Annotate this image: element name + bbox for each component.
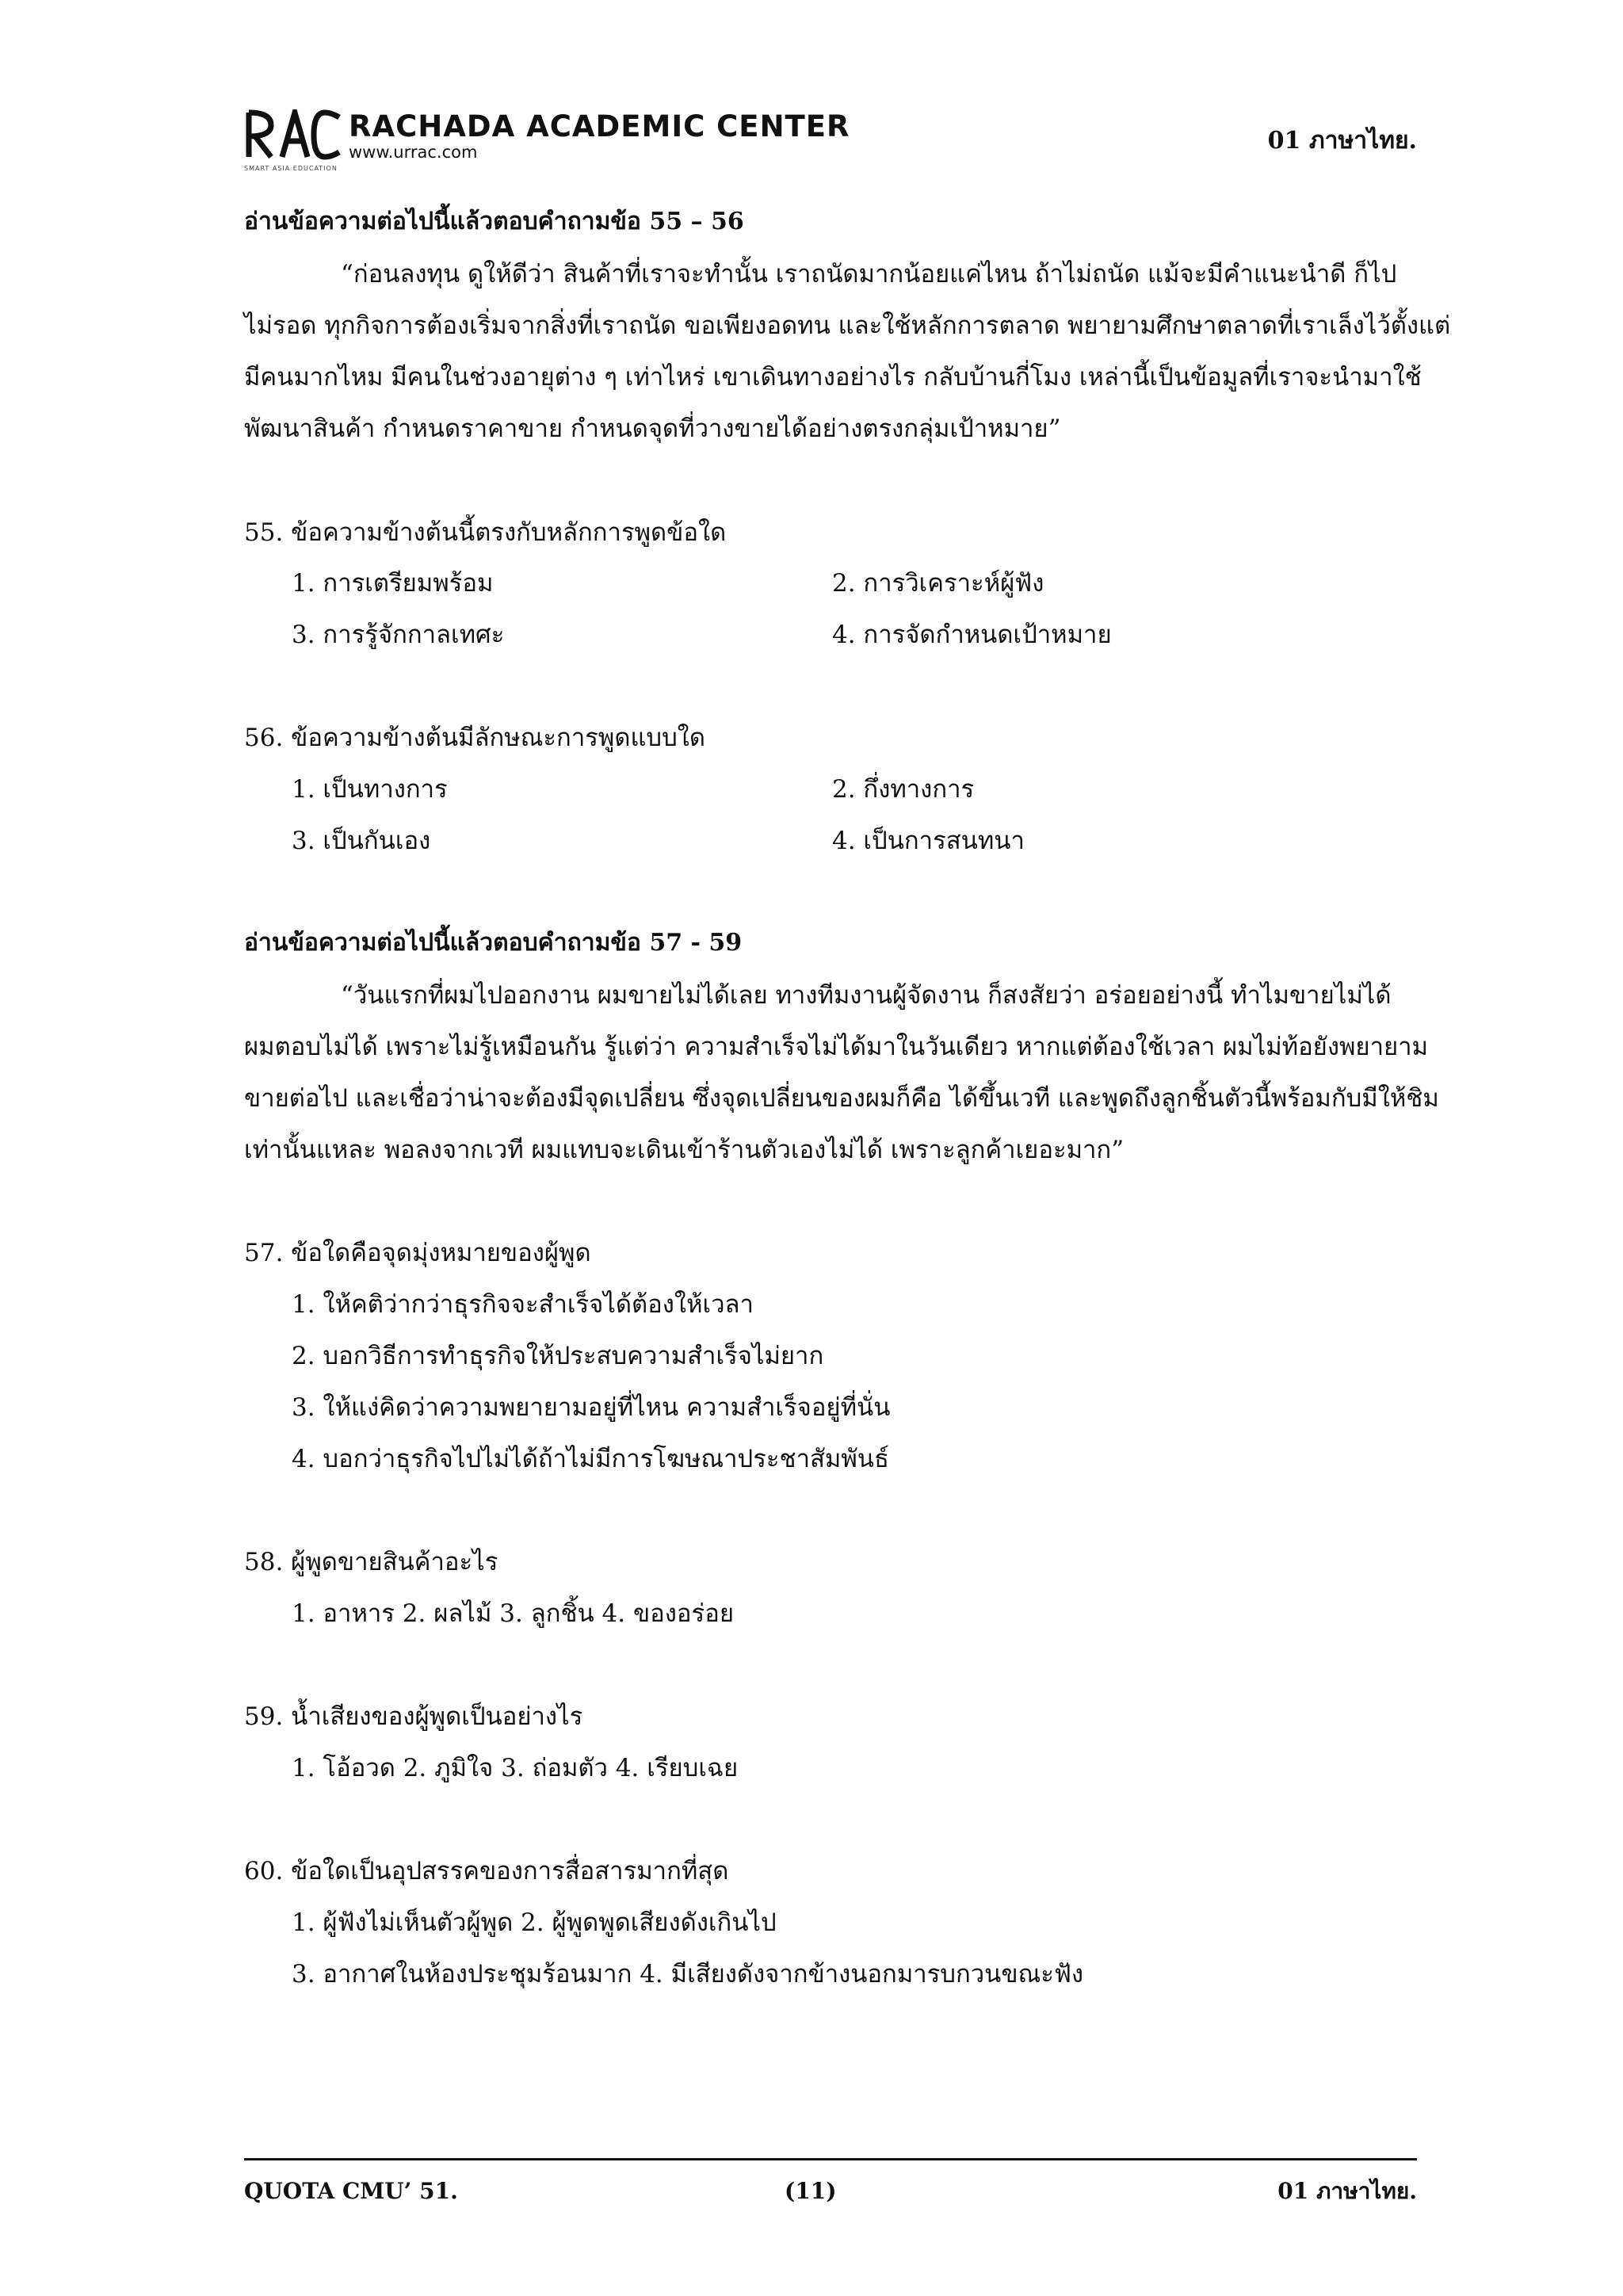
footer-subject: 01 ภาษาไทย.: [1277, 2178, 1417, 2204]
brand-tagline: SMART ASIA EDUCATION: [244, 165, 338, 172]
passage-2-line: เท่านั้นแหละ พอลงจากเวที ผมแทบจะเดินเข้าร้านตัวเองไม่ได้ เพราะลูกค้าเยอะมาก”: [244, 1136, 1125, 1164]
footer-divider: [244, 2158, 1417, 2160]
passage-2-heading: อ่านข้อความต่อไปนี้แล้วตอบคำถามข้อ 57 - 59: [244, 929, 743, 957]
question-60-options-line-2: 3. อากาศในห้องประชุมร้อนมาก 4. มีเสียงดังจากข้างนอกมารบกวนขณะฟัง: [292, 1960, 1084, 1988]
question-56-option-3: 3. เป็นกันเอง: [292, 827, 431, 855]
question-56-option-1: 1. เป็นทางการ: [292, 775, 448, 804]
question-58-stem: 58. ผู้พูดขายสินค้าอะไร: [244, 1548, 498, 1576]
passage-1-line: ไม่รอด ทุกกิจการต้องเริ่มจากสิ่งที่เราถนัด ขอเพียงอดทน และใช้หลักการตลาด พยายามศึกษาตลาดที่เราเล็งไว้ตั้งแต่: [244, 311, 1451, 340]
passage-2-line: ผมตอบไม่ได้ เพราะไม่รู้เหมือนกัน รู้แต่ว่า ความสำเร็จไม่ได้มาในวันเดียว หากแต่ต้องใช้เวลา ผมไม่ท้อยังพยายาม: [244, 1033, 1428, 1061]
question-60-options-line-1: 1. ผู้ฟังไม่เห็นตัวผู้พูด 2. ผู้พูดพูดเสียงดังเกินไป: [292, 1908, 777, 1937]
question-57-option-3: 3. ให้แง่คิดว่าความพยายามอยู่ที่ไหน ความสำเร็จอยู่ที่นั่น: [292, 1393, 891, 1422]
header-subject: 01 ภาษาไทย.: [1267, 127, 1417, 155]
brand-url: www.urrac.com: [349, 143, 478, 162]
question-59-stem: 59. น้ำเสียงของผู้พูดเป็นอย่างไร: [244, 1702, 583, 1731]
question-55-stem: 55. ข้อความข้างต้นนี้ตรงกับหลักการพูดข้อใด: [244, 518, 727, 547]
question-55-option-3: 3. การรู้จักกาลเทศะ: [292, 621, 505, 649]
question-57-stem: 57. ข้อใดคือจุดมุ่งหมายของผู้พูด: [244, 1239, 591, 1267]
question-56-option-2: 2. กึ่งทางการ: [832, 775, 975, 804]
question-57-option-2: 2. บอกวิธีการทำธุรกิจให้ประสบความสำเร็จไม่ยาก: [292, 1342, 824, 1370]
footer-page-number: (11): [785, 2178, 837, 2204]
question-56-option-4: 4. เป็นการสนทนา: [832, 827, 1025, 855]
question-55-option-4: 4. การจัดกำหนดเป้าหมาย: [832, 621, 1112, 649]
question-58-options: 1. อาหาร 2. ผลไม้ 3. ลูกชิ้น 4. ของอร่อย: [292, 1599, 734, 1628]
question-60-stem: 60. ข้อใดเป็นอุปสรรคของการสื่อสารมากที่สุด: [244, 1857, 729, 1885]
passage-2-line: ขายต่อไป และเชื่อว่าน่าจะต้องมีจุดเปลี่ยน ซึ่งจุดเปลี่ยนของผมก็คือ ได้ขึ้นเวที และพูดถึงลูกชิ้นตัวนี้พร้อมกับมีให้ชิม: [244, 1084, 1439, 1113]
passage-2-line: “วันแรกที่ผมไปออกงาน ผมขายไม่ได้เลย ทางทีมงานผู้จัดงาน ก็สงสัยว่า อร่อยอย่างนี้ ทำไมขายไม่ได้: [341, 981, 1392, 1010]
question-55-option-2: 2. การวิเคราะห์ผู้ฟัง: [832, 569, 1044, 598]
passage-1-line: “ก่อนลงทุน ดูให้ดีว่า สินค้าที่เราจะทำนั้น เราถนัดมากน้อยแค่ไหน ถ้าไม่ถนัด แม้จะมีคำแนะนำดี ก็ไป: [341, 260, 1397, 288]
passage-1-line: มีคนมากไหม มีคนในช่วงอายุต่าง ๆ เท่าไหร่ เขาเดินทางอย่างไร กลับบ้านกี่โมง เหล่านี้เป็นข้อมูลที่เราจะนำมาใช้: [244, 363, 1422, 392]
passage-1-heading: อ่านข้อความต่อไปนี้แล้วตอบคำถามข้อ 55 – 56: [244, 208, 744, 235]
brand-name: RACHADA ACADEMIC CENTER: [349, 109, 850, 143]
footer-exam-name: QUOTA CMU’ 51.: [244, 2178, 458, 2204]
question-56-stem: 56. ข้อความข้างต้นมีลักษณะการพูดแบบใด: [244, 724, 706, 752]
rac-logo-icon: [244, 109, 343, 160]
passage-1-line: พัฒนาสินค้า กำหนดราคาขาย กำหนดจุดที่วางขายได้อย่างตรงกลุ่มเป้าหมาย”: [244, 415, 1061, 443]
question-59-options: 1. โอ้อวด 2. ภูมิใจ 3. ถ่อมตัว 4. เรียบเฉย: [292, 1754, 739, 1782]
question-57-option-1: 1. ให้คติว่ากว่าธุรกิจจะสำเร็จได้ต้องให้เวลา: [292, 1290, 754, 1319]
question-57-option-4: 4. บอกว่าธุรกิจไปไม่ได้ถ้าไม่มีการโฆษณาประชาสัมพันธ์: [292, 1445, 889, 1473]
question-55-option-1: 1. การเตรียมพร้อม: [292, 569, 494, 598]
